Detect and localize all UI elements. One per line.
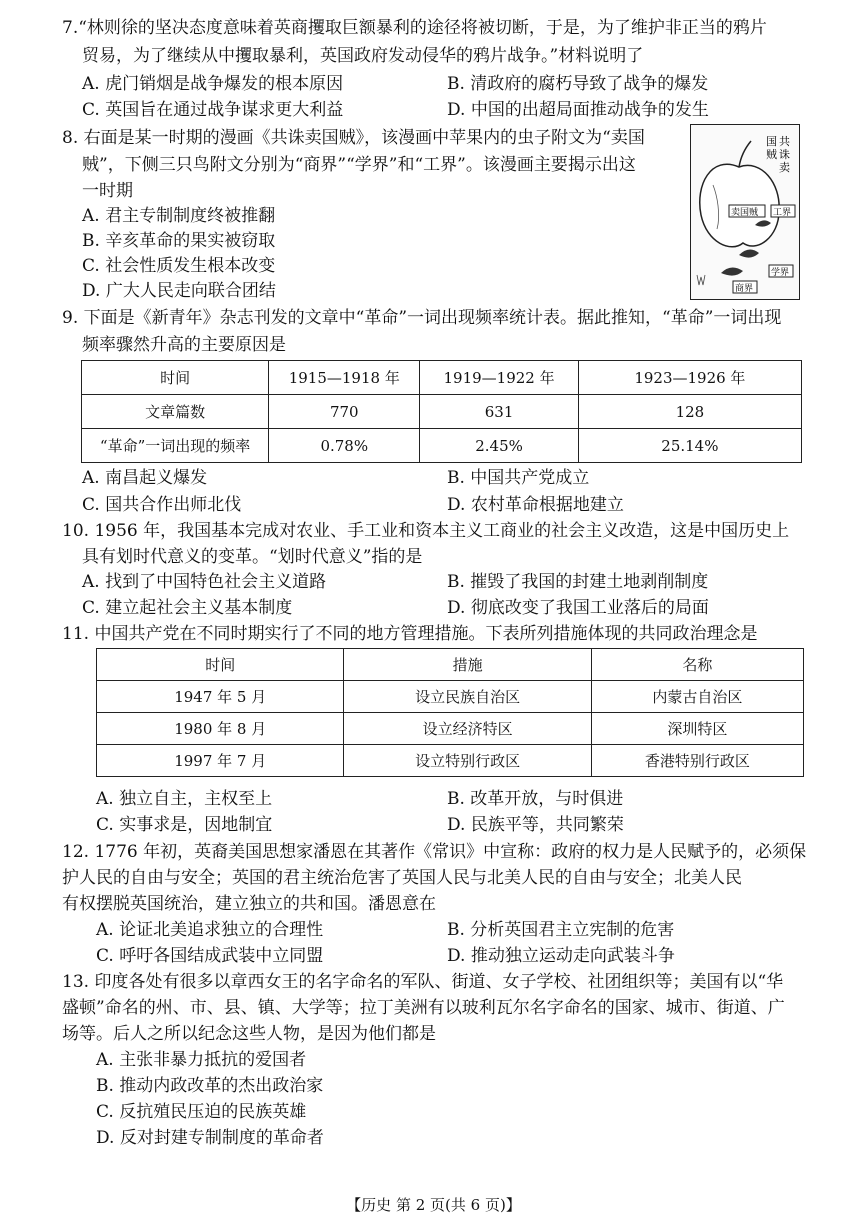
table-cell: 措施 xyxy=(344,649,591,681)
table-cell: 1915—1918 年 xyxy=(269,361,420,395)
comic-title-char-1: 共 xyxy=(779,135,790,148)
q12-option-b: B. 分析英国君主立宪制的危害 xyxy=(447,920,675,940)
table-row xyxy=(82,429,802,463)
q13-option-a: A. 主张非暴力抵抗的爱国者 xyxy=(96,1050,307,1070)
q9-table xyxy=(81,360,802,463)
q10-option-d: D. 彻底改变了我国工业落后的局面 xyxy=(447,598,709,618)
table-header-row xyxy=(97,649,804,681)
q8-option-a: A. 君主专制制度终被推翻 xyxy=(82,206,276,226)
table-cell: 1947 年 5 月 xyxy=(97,681,344,713)
q13-stem-line2: 盛顿”命名的州、市、县、镇、大学等；拉丁美洲有以玻利瓦尔名字命名的国家、城市、街道、广 xyxy=(62,998,785,1018)
q12-option-a: A. 论证北美追求独立的合理性 xyxy=(96,920,324,940)
worm-label: 卖国贼 xyxy=(731,208,759,218)
q10-option-b: B. 摧毁了我国的封建土地剥削制度 xyxy=(447,572,709,592)
q7-option-b: B. 清政府的腐朽导致了战争的爆发 xyxy=(447,74,709,94)
table-header-row xyxy=(82,361,802,395)
q11-table xyxy=(96,648,804,777)
table-cell: 2.45% xyxy=(420,429,578,463)
table-cell: 631 xyxy=(420,395,578,429)
q8-stem-line3: 一时期 xyxy=(82,181,133,201)
table-cell: 内蒙古自治区 xyxy=(591,681,803,713)
table-cell: 名称 xyxy=(591,649,803,681)
q8-option-b: B. 辛亥革命的果实被窃取 xyxy=(82,231,276,251)
table-cell: “革命”一词出现的频率 xyxy=(82,429,269,463)
table-row xyxy=(97,745,804,777)
q12-option-d: D. 推动独立运动走向武装斗争 xyxy=(447,946,675,966)
q9-option-d: D. 农村革命根据地建立 xyxy=(447,495,624,515)
q12-option-c: C. 呼吁各国结成武装中立同盟 xyxy=(96,946,324,966)
q13-option-c: C. 反抗殖民压迫的民族英雄 xyxy=(96,1102,307,1122)
table-cell: 设立经济特区 xyxy=(344,713,591,745)
q10-stem-line1: 10. 1956 年，我国基本完成对农业、手工业和资本主义工商业的社会主义改造，这是中国历史上 xyxy=(62,521,790,541)
table-cell: 0.78% xyxy=(269,429,420,463)
footer-page-number: 第 2 页(共 6 页)】 xyxy=(391,1196,521,1214)
q11-option-a: A. 独立自主，主权至上 xyxy=(96,789,273,809)
q8-option-c: C. 社会性质发生根本改变 xyxy=(82,256,276,276)
bird-1-label: 工界 xyxy=(773,208,792,218)
q12-stem-line3: 有权摆脱英国统治，建立独立的共和国。潘恩意在 xyxy=(62,894,436,914)
page-footer xyxy=(0,1194,867,1215)
q7-stem-line1: 7.“林则徐的坚决态度意味着英商攫取巨额暴利的途径将被切断，于是，为了维护非正当的鸦片 xyxy=(62,18,767,38)
comic-title-char-3: 卖 xyxy=(779,161,790,174)
q13-option-b: B. 推动内政改革的杰出政治家 xyxy=(96,1076,324,1096)
q13-stem-line1: 13. 印度各处有很多以章西女王的名字命名的军队、街道、女子学校、社团组织等；美国有以“华 xyxy=(62,972,784,992)
bird-2-label: 学界 xyxy=(771,268,790,278)
table-cell: 香港特别行政区 xyxy=(591,745,803,777)
table-row xyxy=(97,713,804,745)
table-cell: 1980 年 8 月 xyxy=(97,713,344,745)
q10-option-a: A. 找到了中国特色社会主义道路 xyxy=(82,572,327,592)
table-cell: 时间 xyxy=(82,361,269,395)
q8-stem-line1: 8. 右面是某一时期的漫画《共诛卖国贼》，该漫画中苹果内的虫子附文为“卖国 xyxy=(62,128,645,148)
q7-stem-line2: 贸易，为了继续从中攫取暴利，英国政府发动侵华的鸦片战争。”材料说明了 xyxy=(82,46,644,66)
q12-stem-line2: 护人民的自由与安全；英国的君主统治危害了英国人民与北美人民的自由与安全；北美人民 xyxy=(62,868,742,888)
q11-stem-line1: 11. 中国共产党在不同时期实行了不同的地方管理措施。下表所列措施体现的共同政治理念是 xyxy=(62,624,758,644)
q12-stem-line1: 12. 1776 年初，英裔美国思想家潘恩在其著作《常识》中宣称：政府的权力是人民赋予的，必须保 xyxy=(62,842,807,862)
q9-stem-line2: 频率骤然升高的主要原因是 xyxy=(82,335,286,355)
table-cell: 深圳特区 xyxy=(591,713,803,745)
q9-option-b: B. 中国共产党成立 xyxy=(447,468,590,488)
bird-2-icon xyxy=(739,249,759,257)
table-cell: 770 xyxy=(269,395,420,429)
bird-3-label: 商界 xyxy=(735,284,754,294)
q13-option-d: D. 反对封建专制制度的革命者 xyxy=(96,1128,324,1148)
table-cell: 时间 xyxy=(97,649,344,681)
q9-option-c: C. 国共合作出师北伐 xyxy=(82,495,242,515)
bird-3-icon xyxy=(721,267,743,275)
q10-option-c: C. 建立起社会主义基本制度 xyxy=(82,598,293,618)
q7-option-c: C. 英国旨在通过战争谋求更大利益 xyxy=(82,100,344,120)
q8-option-d: D. 广大人民走向联合团结 xyxy=(82,281,276,301)
comic-drawing xyxy=(691,125,799,299)
comic-illustration xyxy=(690,124,800,300)
q11-option-b: B. 改革开放，与时俱进 xyxy=(447,789,624,809)
comic-title-char-2: 诛 xyxy=(779,148,790,161)
q11-option-d: D. 民族平等，共同繁荣 xyxy=(447,815,624,835)
table-cell: 设立特别行政区 xyxy=(344,745,591,777)
table-cell: 1997 年 7 月 xyxy=(97,745,344,777)
table-cell: 1919—1922 年 xyxy=(420,361,578,395)
table-row xyxy=(82,395,802,429)
table-cell: 128 xyxy=(578,395,801,429)
footer-subject: 【历史 xyxy=(346,1196,392,1214)
q13-stem-line3: 场等。后人之所以纪念这些人物，是因为他们都是 xyxy=(62,1024,436,1044)
q11-option-c: C. 实事求是，因地制宜 xyxy=(96,815,273,835)
table-cell: 1923—1926 年 xyxy=(578,361,801,395)
table-cell: 文章篇数 xyxy=(82,395,269,429)
q7-option-d: D. 中国的出超局面推动战争的发生 xyxy=(447,100,709,120)
table-cell: 设立民族自治区 xyxy=(344,681,591,713)
q9-stem-line1: 9. 下面是《新青年》杂志刊发的文章中“革命”一词出现频率统计表。据此推知，“革命”一词出现 xyxy=(62,308,782,328)
table-row xyxy=(97,681,804,713)
table-cell: 25.14% xyxy=(578,429,801,463)
q10-stem-line2: 具有划时代意义的变革。“划时代意义”指的是 xyxy=(82,547,423,567)
q7-option-a: A. 虎门销烟是战争爆发的根本原因 xyxy=(82,74,344,94)
comic-title-char-4: 国 xyxy=(766,135,777,148)
comic-title-char-5: 贼 xyxy=(766,148,777,161)
artist-signature xyxy=(697,275,705,285)
q8-stem-line2: 贼”，下侧三只鸟附文分别为“商界”“学界”和“工界”。该漫画主要揭示出这 xyxy=(82,155,636,175)
q9-option-a: A. 南昌起义爆发 xyxy=(82,468,208,488)
apple-stem xyxy=(739,141,751,167)
